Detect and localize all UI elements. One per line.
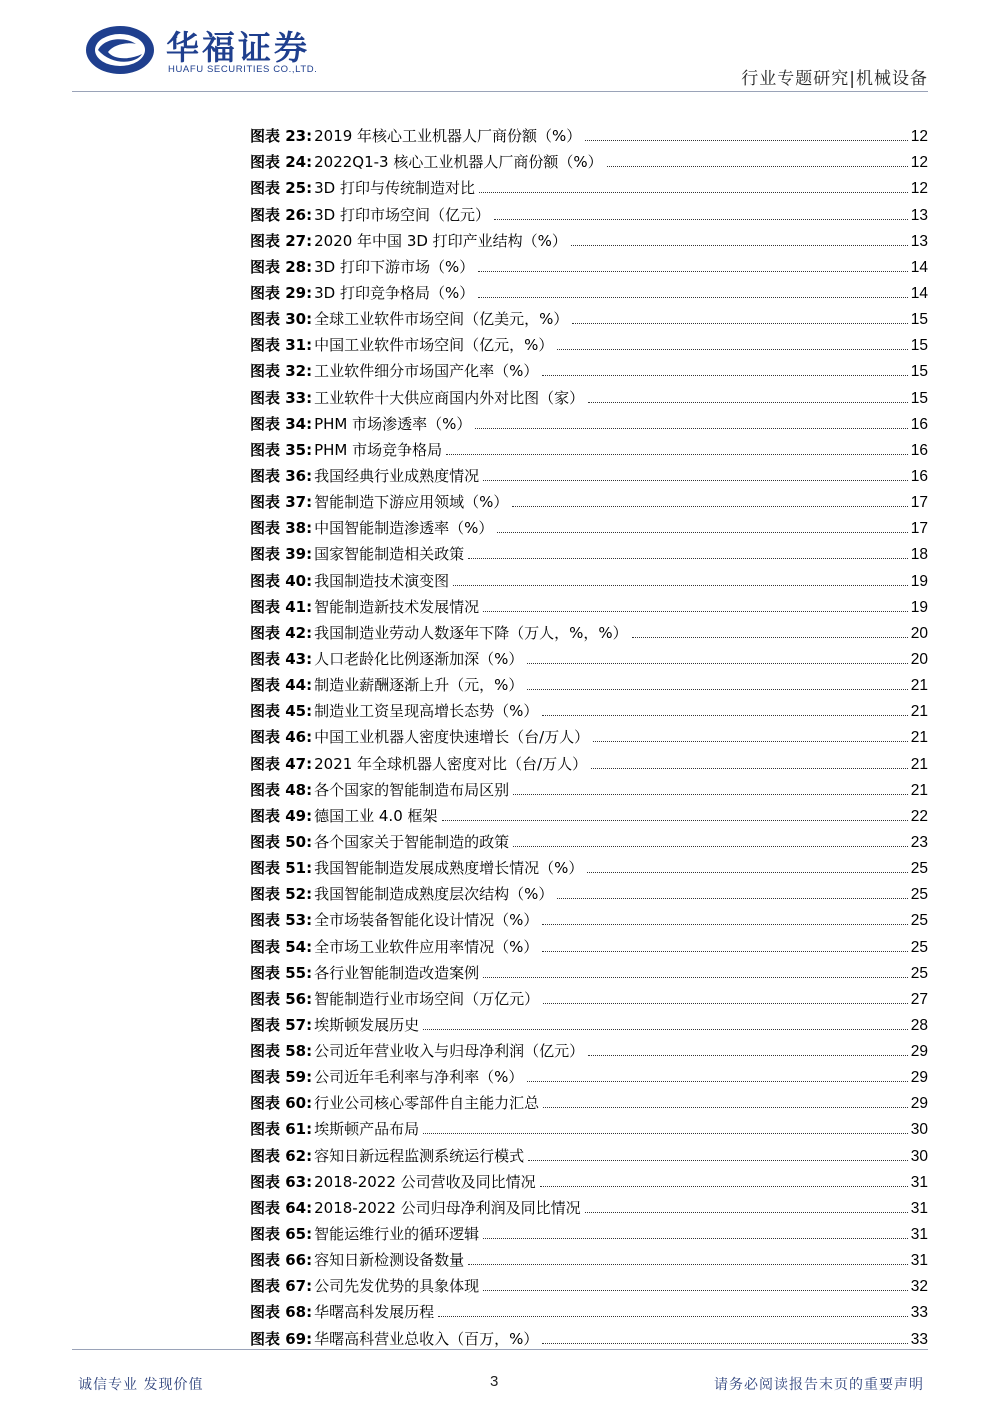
- toc-entry-label: 图表 36:: [250, 466, 313, 485]
- toc-dot-leader: [572, 323, 907, 324]
- toc-entry-title: 2021 年全球机器人密度对比（台/万人）: [314, 754, 588, 773]
- toc-entry-page: 19: [910, 572, 928, 590]
- toc-dot-leader: [543, 1107, 908, 1108]
- toc-entry-label: 图表 56:: [250, 989, 313, 1008]
- toc-entry-title: 华曙高科发展历程: [314, 1303, 435, 1322]
- toc-entry-title: 行业公司核心零部件自主能力汇总: [314, 1094, 540, 1113]
- toc-entry-page: 23: [910, 833, 928, 851]
- toc-entry[interactable]: [250, 643, 928, 669]
- toc-entry-page: 14: [910, 284, 928, 302]
- toc-entry-label: 图表 24:: [250, 153, 313, 172]
- toc-dot-leader: [527, 689, 907, 690]
- toc-entry[interactable]: [250, 303, 928, 329]
- page-header: [0, 0, 1000, 96]
- toc-entry[interactable]: [250, 538, 928, 564]
- page-number: 3: [490, 1373, 499, 1390]
- toc-dot-leader: [542, 924, 907, 925]
- toc-entry-title: 2018-2022 公司营收及同比情况: [314, 1172, 536, 1191]
- toc-entry-title: 2020 年中国 3D 打印产业结构（%）: [314, 231, 567, 250]
- toc-entry-label: 图表 67:: [250, 1277, 313, 1296]
- toc-dot-leader: [607, 166, 908, 167]
- toc-entry-label: 图表 69:: [250, 1329, 313, 1348]
- toc-entry-label: 图表 43:: [250, 649, 313, 668]
- toc-dot-leader: [513, 794, 908, 795]
- toc-entry-label: 图表 38:: [250, 519, 313, 538]
- toc-entry[interactable]: [250, 1244, 928, 1270]
- toc-dot-leader: [483, 611, 908, 612]
- toc-dot-leader: [591, 768, 908, 769]
- toc-entry[interactable]: [250, 460, 928, 486]
- toc-dot-leader: [446, 454, 908, 455]
- toc-dot-leader: [542, 375, 907, 376]
- toc-entry-label: 图表 26:: [250, 205, 313, 224]
- toc-entry-title: 3D 打印与传统制造对比: [314, 179, 475, 198]
- toc-entry-label: 图表 59:: [250, 1068, 313, 1087]
- toc-entry-page: 14: [910, 258, 928, 276]
- toc-dot-leader: [542, 715, 907, 716]
- toc-dot-leader: [528, 1160, 908, 1161]
- toc-entry-title: 我国经典行业成熟度情况: [314, 466, 480, 485]
- toc-entry[interactable]: [250, 172, 928, 198]
- toc-entry-page: 21: [910, 677, 928, 695]
- toc-entry[interactable]: [250, 355, 928, 381]
- toc-entry-label: 图表 32:: [250, 362, 313, 381]
- toc-entry-label: 图表 34:: [250, 414, 313, 433]
- toc-entry-title: 各个国家的智能制造布局区别: [314, 780, 510, 799]
- toc-entry-label: 图表 63:: [250, 1172, 313, 1191]
- toc-entry-page: 25: [910, 938, 928, 956]
- toc-entry[interactable]: [250, 434, 928, 460]
- toc-entry[interactable]: [250, 120, 928, 146]
- toc-entry-page: 31: [910, 1199, 928, 1217]
- figure-index: [250, 120, 928, 1349]
- toc-entry-title: 全市场工业软件应用率情况（%）: [314, 937, 539, 956]
- toc-entry[interactable]: [250, 591, 928, 617]
- toc-entry-page: 20: [910, 624, 928, 642]
- toc-entry-page: 30: [910, 1147, 928, 1165]
- toc-entry-label: 图表 58:: [250, 1042, 313, 1061]
- toc-entry[interactable]: [250, 1296, 928, 1322]
- toc-entry-page: 16: [910, 441, 928, 459]
- toc-entry-page: 32: [910, 1278, 928, 1296]
- toc-dot-leader: [494, 219, 908, 220]
- toc-entry-title: 全市场装备智能化设计情况（%）: [314, 911, 539, 930]
- toc-entry-title: 德国工业 4.0 框架: [314, 806, 438, 825]
- huafu-logo-icon: [84, 24, 156, 76]
- toc-entry[interactable]: [250, 251, 928, 277]
- toc-dot-leader: [478, 297, 908, 298]
- toc-entry-title: 容知日新检测设备数量: [314, 1251, 465, 1270]
- toc-entry-title: 2019 年核心工业机器人厂商份额（%）: [314, 127, 582, 146]
- toc-entry-page: 19: [910, 598, 928, 616]
- toc-entry-label: 图表 62:: [250, 1146, 313, 1165]
- toc-entry-label: 图表 29:: [250, 283, 313, 302]
- toc-entry-title: 智能制造新技术发展情况: [314, 597, 480, 616]
- toc-entry-title: 智能运维行业的循环逻辑: [314, 1225, 480, 1244]
- toc-entry-page: 16: [910, 415, 928, 433]
- toc-entry[interactable]: [250, 1061, 928, 1087]
- toc-entry-title: 制造业薪酬逐渐上升（元，%）: [314, 676, 524, 695]
- toc-entry-title: 3D 打印下游市场（%）: [314, 257, 475, 276]
- toc-entry[interactable]: [250, 329, 928, 355]
- toc-dot-leader: [585, 140, 907, 141]
- toc-dot-leader: [483, 977, 908, 978]
- toc-dot-leader: [483, 1290, 908, 1291]
- toc-dot-leader: [587, 872, 907, 873]
- toc-entry-label: 图表 60:: [250, 1094, 313, 1113]
- toc-dot-leader: [588, 1055, 908, 1056]
- toc-entry[interactable]: [250, 277, 928, 303]
- toc-entry-title: 人口老龄化比例逐渐加深（%）: [314, 649, 524, 668]
- toc-dot-leader: [540, 1186, 908, 1187]
- toc-entry-label: 图表 41:: [250, 597, 313, 616]
- toc-entry-label: 图表 39:: [250, 545, 313, 564]
- toc-entry-title: 我国智能制造发展成熟度增长情况（%）: [314, 859, 584, 878]
- toc-entry[interactable]: [250, 146, 928, 172]
- toc-entry-label: 图表 31:: [250, 336, 313, 355]
- toc-entry-title: 各行业智能制造改造案例: [314, 963, 480, 982]
- toc-entry-label: 图表 25:: [250, 179, 313, 198]
- toc-entry-page: 27: [910, 990, 928, 1008]
- toc-entry-page: 21: [910, 729, 928, 747]
- toc-entry-page: 12: [910, 128, 928, 146]
- toc-dot-leader: [479, 192, 908, 193]
- toc-entry-page: 33: [910, 1330, 928, 1348]
- toc-entry-title: PHM 市场渗透率（%）: [314, 414, 472, 433]
- toc-entry[interactable]: [250, 408, 928, 434]
- toc-entry-page: 25: [910, 964, 928, 982]
- toc-entry-title: 3D 打印竞争格局（%）: [314, 283, 475, 302]
- toc-entry[interactable]: [250, 198, 928, 224]
- toc-entry[interactable]: [250, 1270, 928, 1296]
- toc-entry-page: 25: [910, 912, 928, 930]
- toc-entry[interactable]: [250, 878, 928, 904]
- toc-entry-page: 25: [910, 886, 928, 904]
- toc-dot-leader: [497, 532, 907, 533]
- toc-entry-label: 图表 47:: [250, 754, 313, 773]
- toc-entry-label: 图表 66:: [250, 1251, 313, 1270]
- toc-entry-label: 图表 30:: [250, 310, 313, 329]
- toc-entry-label: 图表 23:: [250, 127, 313, 146]
- toc-entry[interactable]: [250, 1009, 928, 1035]
- toc-entry-title: 我国智能制造成熟度层次结构（%）: [314, 885, 554, 904]
- toc-entry-page: 15: [910, 363, 928, 381]
- footer-disclaimer: 请务必阅读报告末页的重要声明: [714, 1377, 924, 1393]
- toc-entry-title: 全球工业软件市场空间（亿美元，%）: [314, 310, 569, 329]
- toc-entry-title: 制造业工资呈现高增长态势（%）: [314, 702, 539, 721]
- toc-entry[interactable]: [250, 617, 928, 643]
- toc-entry[interactable]: [250, 225, 928, 251]
- toc-dot-leader: [483, 480, 908, 481]
- toc-entry-title: 国家智能制造相关政策: [314, 545, 465, 564]
- toc-entry-title: 2018-2022 公司归母净利润及同比情况: [314, 1198, 581, 1217]
- toc-entry-page: 29: [910, 1043, 928, 1061]
- toc-entry[interactable]: [250, 1035, 928, 1061]
- toc-entry[interactable]: [250, 957, 928, 983]
- toc-entry-label: 图表 64:: [250, 1198, 313, 1217]
- toc-entry-title: 2022Q1-3 核心工业机器人厂商份额（%）: [314, 153, 603, 172]
- toc-entry-title: PHM 市场竞争格局: [314, 440, 443, 459]
- toc-dot-leader: [557, 349, 907, 350]
- toc-entry-page: 25: [910, 860, 928, 878]
- toc-entry-page: 21: [910, 703, 928, 721]
- toc-entry-title: 公司近年营业收入与归母净利润（亿元）: [314, 1042, 585, 1061]
- toc-entry-title: 中国工业软件市场空间（亿元，%）: [314, 336, 554, 355]
- toc-entry[interactable]: [250, 486, 928, 512]
- toc-dot-leader: [557, 898, 907, 899]
- toc-entry[interactable]: [250, 669, 928, 695]
- toc-entry-title: 我国制造业劳动人数逐年下降（万人，%，%）: [314, 623, 628, 642]
- toc-dot-leader: [513, 846, 908, 847]
- toc-entry-page: 29: [910, 1069, 928, 1087]
- toc-dot-leader: [423, 1133, 908, 1134]
- toc-entry[interactable]: [250, 826, 928, 852]
- toc-entry[interactable]: [250, 983, 928, 1009]
- toc-entry-label: 图表 55:: [250, 963, 313, 982]
- toc-entry-page: 17: [910, 520, 928, 538]
- toc-dot-leader: [543, 1003, 908, 1004]
- toc-dot-leader: [512, 506, 907, 507]
- toc-entry-label: 图表 45:: [250, 702, 313, 721]
- toc-entry-label: 图表 57:: [250, 1015, 313, 1034]
- toc-entry-page: 31: [910, 1252, 928, 1270]
- toc-dot-leader: [542, 951, 907, 952]
- toc-entry-title: 埃斯顿产品布局: [314, 1120, 420, 1139]
- toc-entry-page: 16: [910, 467, 928, 485]
- report-type: 行业专题研究|机械设备: [741, 69, 928, 89]
- toc-entry-title: 华曙高科营业总收入（百万，%）: [314, 1329, 539, 1348]
- toc-entry-label: 图表 51:: [250, 859, 313, 878]
- toc-entry[interactable]: [250, 1322, 928, 1348]
- toc-dot-leader: [585, 1212, 908, 1213]
- toc-entry[interactable]: [250, 564, 928, 590]
- toc-dot-leader: [478, 271, 908, 272]
- toc-dot-leader: [542, 1343, 907, 1344]
- toc-entry-page: 21: [910, 755, 928, 773]
- toc-entry-page: 18: [910, 546, 928, 564]
- toc-entry-title: 埃斯顿发展历史: [314, 1015, 420, 1034]
- toc-entry-title: 中国智能制造渗透率（%）: [314, 519, 494, 538]
- toc-dot-leader: [632, 637, 908, 638]
- toc-entry-label: 图表 44:: [250, 676, 313, 695]
- toc-entry-page: 29: [910, 1095, 928, 1113]
- toc-entry-title: 公司先发优势的具象体现: [314, 1277, 480, 1296]
- toc-entry-page: 17: [910, 494, 928, 512]
- toc-entry-page: 31: [910, 1173, 928, 1191]
- toc-entry-label: 图表 53:: [250, 911, 313, 930]
- toc-dot-leader: [483, 1238, 908, 1239]
- toc-entry-label: 图表 40:: [250, 571, 313, 590]
- toc-entry-page: 28: [910, 1016, 928, 1034]
- toc-entry-page: 30: [910, 1121, 928, 1139]
- toc-entry-label: 图表 65:: [250, 1225, 313, 1244]
- toc-entry[interactable]: [250, 1139, 928, 1165]
- toc-entry[interactable]: [250, 930, 928, 956]
- toc-dot-leader: [593, 741, 908, 742]
- toc-entry-label: 图表 42:: [250, 623, 313, 642]
- toc-entry-label: 图表 54:: [250, 937, 313, 956]
- toc-entry-page: 22: [910, 807, 928, 825]
- toc-entry-page: 20: [910, 650, 928, 668]
- toc-entry[interactable]: [250, 904, 928, 930]
- footer-slogan: 诚信专业 发现价值: [78, 1377, 204, 1393]
- toc-entry-page: 13: [910, 232, 928, 250]
- toc-entry-title: 容知日新远程监测系统运行模式: [314, 1146, 525, 1165]
- toc-entry[interactable]: [250, 852, 928, 878]
- toc-entry[interactable]: [250, 381, 928, 407]
- toc-entry[interactable]: [250, 1218, 928, 1244]
- toc-entry[interactable]: [250, 1087, 928, 1113]
- toc-dot-leader: [442, 820, 908, 821]
- toc-dot-leader: [588, 402, 908, 403]
- toc-entry-label: 图表 33:: [250, 388, 313, 407]
- toc-entry-label: 图表 28:: [250, 257, 313, 276]
- toc-entry-title: 各个国家关于智能制造的政策: [314, 832, 510, 851]
- toc-entry[interactable]: [250, 512, 928, 538]
- toc-entry-title: 智能制造下游应用领域（%）: [314, 493, 509, 512]
- toc-entry-page: 15: [910, 389, 928, 407]
- toc-entry-label: 图表 50:: [250, 832, 313, 851]
- toc-entry-label: 图表 46:: [250, 728, 313, 747]
- toc-entry-title: 工业软件十大供应商国内外对比图（家）: [314, 388, 585, 407]
- toc-entry[interactable]: [250, 774, 928, 800]
- toc-dot-leader: [527, 663, 907, 664]
- toc-entry[interactable]: [250, 1113, 928, 1139]
- toc-entry-label: 图表 49:: [250, 806, 313, 825]
- toc-entry-page: 12: [910, 154, 928, 172]
- header-divider: [72, 91, 928, 92]
- toc-entry[interactable]: [250, 721, 928, 747]
- toc-entry-title: 3D 打印市场空间（亿元）: [314, 205, 490, 224]
- toc-entry-title: 公司近年毛利率与净利率（%）: [314, 1068, 524, 1087]
- toc-entry[interactable]: [250, 800, 928, 826]
- toc-entry-page: 12: [910, 180, 928, 198]
- toc-entry[interactable]: [250, 747, 928, 773]
- toc-entry[interactable]: [250, 1166, 928, 1192]
- toc-entry-label: 图表 48:: [250, 780, 313, 799]
- toc-dot-leader: [571, 245, 908, 246]
- toc-dot-leader: [468, 558, 908, 559]
- toc-entry-title: 我国制造技术演变图: [314, 571, 450, 590]
- toc-entry[interactable]: [250, 1192, 928, 1218]
- toc-entry[interactable]: [250, 695, 928, 721]
- toc-entry-label: 图表 35:: [250, 440, 313, 459]
- toc-entry-label: 图表 68:: [250, 1303, 313, 1322]
- toc-entry-title: 中国工业机器人密度快速增长（台/万人）: [314, 728, 590, 747]
- toc-dot-leader: [468, 1264, 908, 1265]
- toc-entry-label: 图表 37:: [250, 493, 313, 512]
- toc-entry-page: 15: [910, 337, 928, 355]
- brand-name-en: HUAFU SECURITIES CO.,LTD.: [168, 64, 318, 75]
- toc-entry-page: 33: [910, 1304, 928, 1322]
- toc-dot-leader: [438, 1316, 908, 1317]
- toc-dot-leader: [453, 585, 908, 586]
- footer-divider: [72, 1349, 928, 1350]
- toc-entry-page: 15: [910, 311, 928, 329]
- toc-entry-label: 图表 27:: [250, 231, 313, 250]
- toc-entry-label: 图表 61:: [250, 1120, 313, 1139]
- toc-entry-title: 智能制造行业市场空间（万亿元）: [314, 989, 540, 1008]
- toc-dot-leader: [527, 1081, 907, 1082]
- toc-entry-page: 31: [910, 1226, 928, 1244]
- toc-dot-leader: [475, 428, 907, 429]
- toc-dot-leader: [423, 1029, 908, 1030]
- toc-entry-label: 图表 52:: [250, 885, 313, 904]
- toc-entry-page: 13: [910, 206, 928, 224]
- brand-name-cn: 华福证券: [166, 28, 310, 67]
- toc-entry-title: 工业软件细分市场国产化率（%）: [314, 362, 539, 381]
- toc-entry-page: 21: [910, 781, 928, 799]
